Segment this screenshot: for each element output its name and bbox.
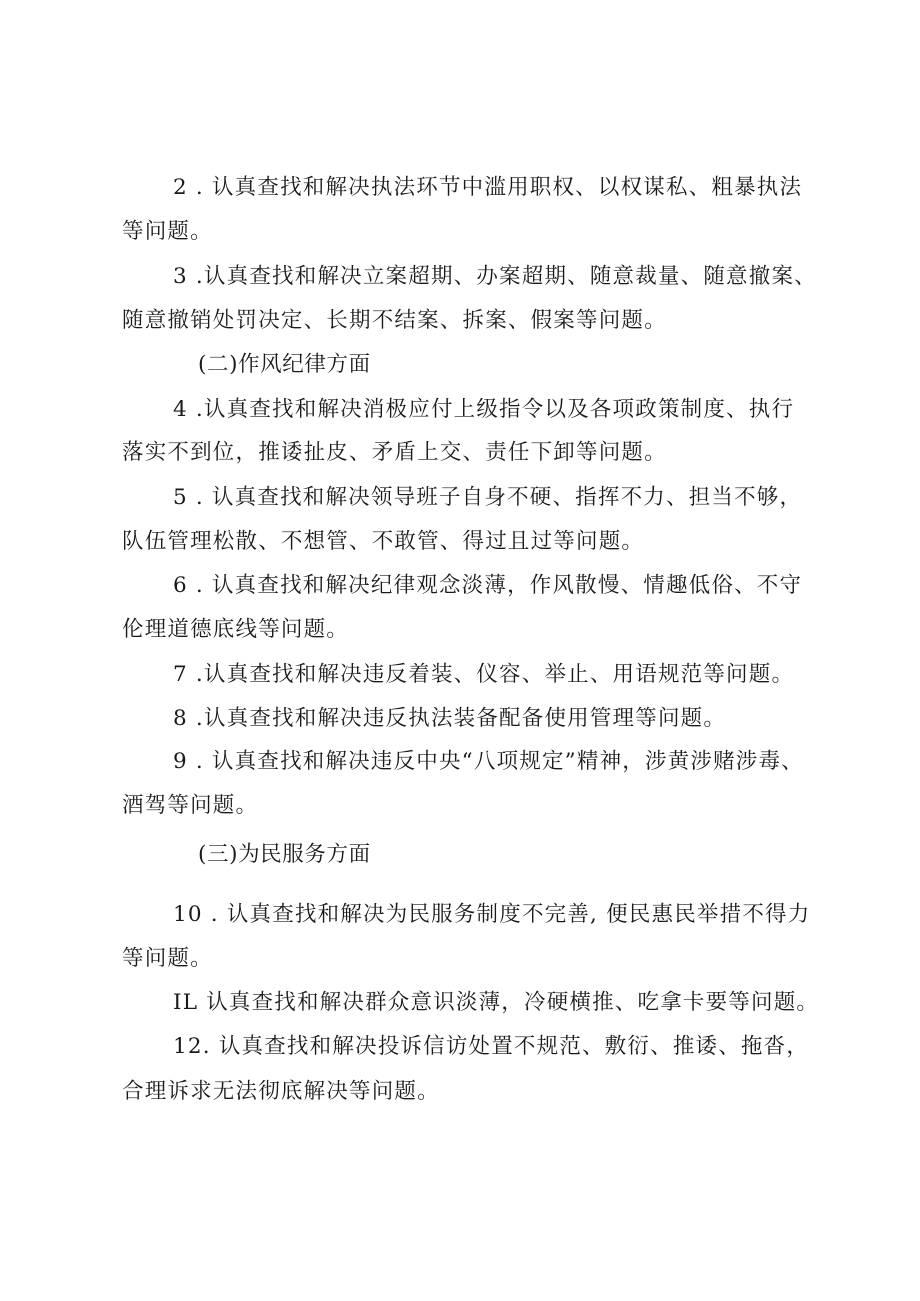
- item-9-line-1: 9 . 认真查找和解决违反中央“八项规定”精神，涉黄涉赌涉毒、: [173, 749, 804, 774]
- item-11-line-1: IL 认真查找和解决群众意识淡薄，冷硬横推、吃拿卡要等问题。: [173, 990, 820, 1015]
- item-4-line-2: 落实不到位，推诿扯皮、矛盾上交、责任下卸等问题。: [122, 440, 667, 465]
- item-2-line-2: 等问题。: [122, 219, 213, 244]
- item-5-line-2: 队伍管理松散、不想管、不敢管、得过且过等问题。: [122, 529, 645, 554]
- item-12-line-2: 合理诉求无法彻底解决等问题。: [122, 1079, 440, 1104]
- item-7-line-1: 7 .认真查找和解决违反着装、仪容、举止、用语规范等问题。: [173, 662, 795, 687]
- item-6-line-2: 伦理道德底线等问题。: [122, 617, 350, 642]
- item-10-line-2: 等问题。: [122, 946, 213, 971]
- item-12-line-1: 12. 认真查找和解决投诉信访处置不规范、敷衍、推诿、拖沓，: [173, 1034, 810, 1059]
- item-2-line-1: 2 . 认真查找和解决执法环节中滥用职权、以权谋私、粗暴执法: [173, 175, 803, 200]
- item-4-line-1: 4 .认真查找和解决消极应付上级指令以及各项政策制度、执行: [173, 397, 795, 422]
- item-3-line-2: 随意撤销处罚决定、长期不结案、拆案、假案等问题。: [122, 308, 667, 333]
- section-heading-2: (二)作风纪律方面: [198, 352, 371, 377]
- item-8-line-1: 8 .认真查找和解决违反执法装备配备使用管理等问题。: [173, 706, 727, 731]
- item-5-line-1: 5 . 认真查找和解决领导班子自身不硬、指挥不力、担当不够，: [173, 485, 803, 510]
- item-3-line-1: 3 .认真查找和解决立案超期、办案超期、随意裁量、随意撤案、: [173, 264, 817, 289]
- item-9-line-2: 酒驾等问题。: [122, 793, 259, 818]
- section-heading-3: (三)为民服务方面: [198, 842, 371, 867]
- item-6-line-1: 6 . 认真查找和解决纪律观念淡薄，作风散慢、情趣低俗、不守: [173, 573, 803, 598]
- item-10-line-1: 10 . 认真查找和解决为民服务制度不完善, 便民惠民举措不得力: [173, 902, 811, 927]
